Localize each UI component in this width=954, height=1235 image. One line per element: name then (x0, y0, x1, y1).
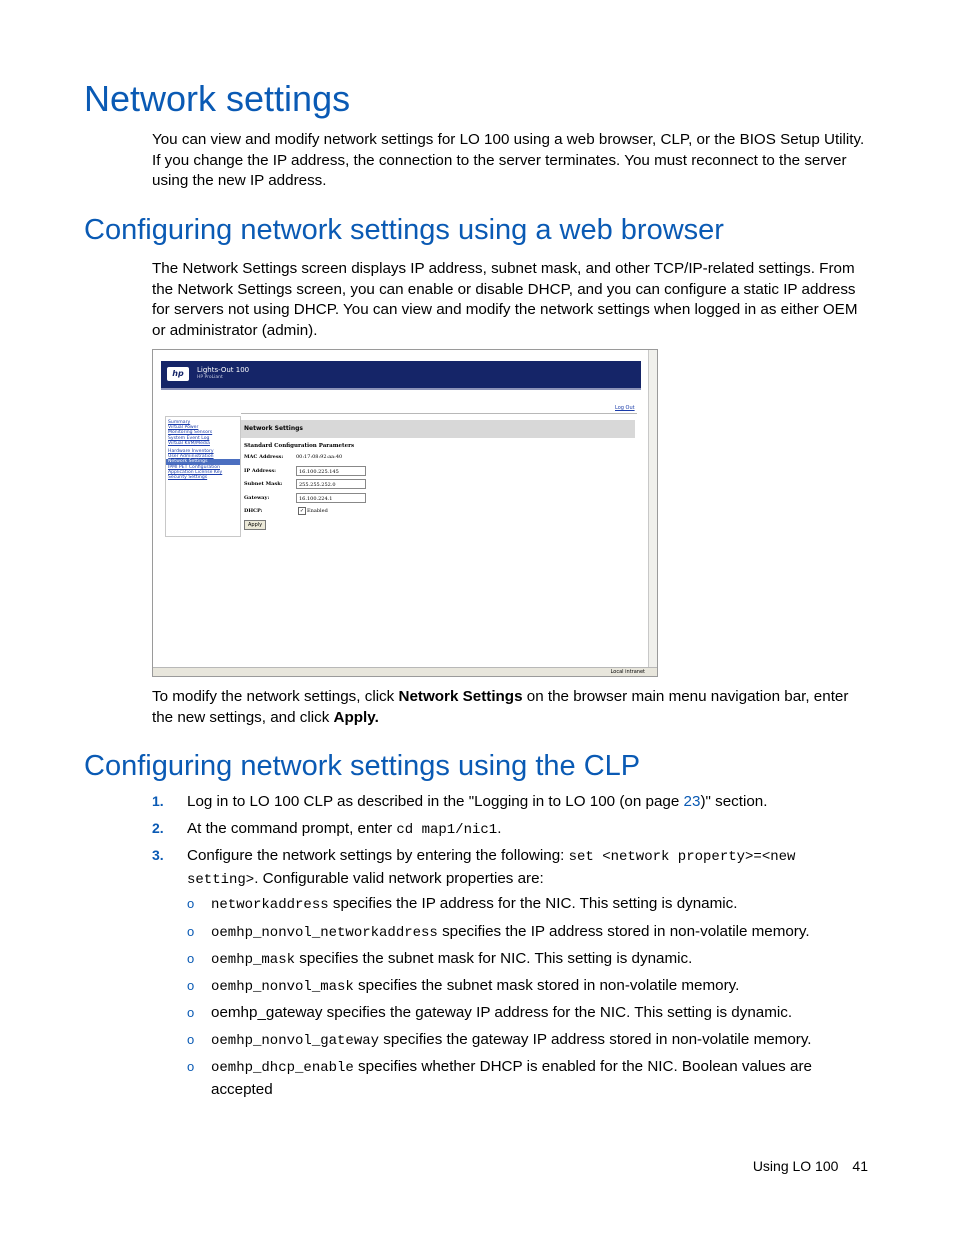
property-item (211, 975, 870, 998)
property-name: oemhp_nonvol_mask (211, 979, 354, 995)
dhcp-checkbox-label: Enabled (307, 508, 328, 515)
command-code: set <network property>=<new setting> (187, 849, 796, 888)
network-settings-form (244, 443, 354, 534)
bullet-glyph: o (187, 951, 195, 966)
product-name (197, 366, 249, 382)
step-text-pre: Log in to LO 100 CLP as described in the "Logging in to LO 100 (on page (187, 793, 684, 810)
nav-item[interactable]: Virtual KVM/Media (168, 440, 210, 446)
nav-item[interactable]: Hardware Inventory (168, 449, 214, 455)
property-desc: specifies whether DHCP is enabled for the NIC. Boolean values are accepted (211, 1058, 812, 1098)
property-name: networkaddress (211, 897, 329, 913)
step-text (187, 791, 870, 812)
property-desc: specifies the gateway IP address stored in non-volatile memory. (379, 1031, 812, 1048)
network-settings-term: Network Settings (398, 688, 523, 705)
apply-instructions-pre: To modify the network settings, click (152, 688, 399, 705)
property-item (211, 948, 870, 971)
property-name: oemhp_dhcp_enable (211, 1060, 354, 1076)
intro-paragraph: You can view and modify network settings for LO 100 using a web browser, CLP, or the BIOS Setup Utility. If you change the IP address, the connection to the server terminates. You must reconnect to the server using the new IP address. (152, 131, 865, 189)
panel-title: Network Settings (244, 425, 303, 432)
bullet-glyph: o (187, 896, 195, 911)
main-menu-nav (165, 416, 241, 537)
bullet-glyph: o (187, 924, 195, 939)
property-item (211, 1029, 870, 1052)
bullet-glyph: o (187, 1032, 195, 1047)
apply-instructions (152, 687, 870, 728)
logout-link[interactable]: Log Out (615, 405, 635, 411)
property-item (211, 1002, 870, 1023)
mac-address-value: 00:17:08:92:aa:40 (296, 454, 343, 460)
bullet-glyph: o (187, 1005, 195, 1020)
property-item (211, 1056, 870, 1100)
divider (241, 413, 637, 414)
nav-item[interactable]: User Administration (168, 454, 214, 460)
page-footer (739, 1158, 868, 1174)
property-item (211, 921, 870, 944)
section-heading-clp: Configuring network settings using the CLP (84, 750, 641, 782)
footer-section: Using LO 100 (752, 1158, 839, 1174)
vertical-scrollbar[interactable] (648, 350, 657, 668)
page-link[interactable]: 23 (683, 793, 701, 810)
property-desc: oemhp_gateway specifies the gateway IP address for the NIC. This setting is dynamic. (211, 1004, 793, 1021)
nav-item[interactable]: Network Settings (166, 459, 240, 464)
bullet-glyph: o (187, 1059, 195, 1074)
step-number: 1. (152, 793, 164, 809)
property-desc: specifies the IP address for the NIC. This setting is dynamic. (328, 895, 738, 912)
ip-address-input[interactable]: 16.100.225.145 (296, 466, 366, 476)
apply-term: Apply. (333, 708, 379, 726)
mac-address-label: MAC Address: (244, 454, 284, 460)
bullet-glyph: o (187, 978, 195, 993)
apply-button[interactable]: Apply (244, 520, 266, 530)
ip-address-label: IP Address: (244, 467, 277, 474)
page-title: Network settings (84, 78, 351, 119)
nav-item[interactable]: IPMI PET Configuration (168, 464, 220, 470)
property-desc: specifies the subnet mask for NIC. This setting is dynamic. (295, 950, 693, 967)
nav-item[interactable]: Monitoring Sensors (168, 430, 213, 436)
network-settings-screenshot (152, 349, 658, 677)
step-number: 3. (152, 847, 164, 863)
dhcp-checkbox[interactable]: ✓ (299, 508, 305, 515)
nav-item[interactable]: Summary (168, 420, 191, 425)
gateway-label: Gateway: (244, 494, 270, 501)
property-item (211, 893, 870, 916)
nav-item[interactable]: Application License Key (168, 469, 223, 475)
property-name: oemhp_mask (211, 952, 296, 968)
nav-item[interactable]: Virtual Power (168, 425, 199, 431)
product-subtitle: HP ProLiant (197, 375, 223, 380)
panel-header (241, 420, 635, 438)
step-number: 2. (152, 820, 164, 836)
property-desc: specifies the IP address stored in non-volatile memory. (437, 923, 810, 940)
step-text (187, 818, 870, 841)
step-text (187, 845, 870, 891)
dhcp-label: DHCP: (244, 508, 263, 515)
page-number: 41 (852, 1158, 868, 1174)
web-section-paragraph: The Network Settings screen displays IP address, subnet mask, and other TCP/IP-related settings. From the Network Settings screen, you can enable or disable DHCP, and you can configure a static IP address for servers not using DHCP. You can view and modify the network settings when logged in as either OEM or administrator (admin). (152, 260, 858, 339)
nav-item[interactable]: System Event Log (168, 435, 210, 441)
step-text-pre: Configure the network settings by entering the following: (187, 847, 569, 864)
step-text-pre: At the command prompt, enter (187, 820, 397, 837)
lights-out-banner (161, 361, 641, 390)
nav-item[interactable]: Security Settings (168, 475, 208, 481)
step-text-post: )" section. (700, 793, 768, 810)
subnet-mask-label: Subnet Mask: (244, 481, 283, 488)
section-heading-web: Configuring network settings using a web browser (84, 214, 724, 246)
property-name: oemhp_nonvol_gateway (211, 1033, 380, 1049)
command-code: cd map1/nic1 (396, 822, 498, 838)
property-name: oemhp_nonvol_networkaddress (211, 925, 438, 941)
subnet-mask-input[interactable]: 255.255.252.0 (296, 479, 366, 489)
status-zone: Local intranet (610, 669, 645, 675)
step-text-post: . (497, 820, 502, 837)
apply-instructions-mid: on the browser main menu navigation bar, enter the new settings, and click (152, 688, 849, 726)
property-desc: specifies the subnet mask stored in non-volatile memory. (353, 977, 740, 994)
gateway-input[interactable]: 16.100.224.1 (296, 493, 366, 503)
form-title: Standard Configuration Parameters (244, 443, 355, 449)
step-text-post: . Configurable valid network properties are: (254, 870, 544, 887)
product-title: Lights-Out 100 (197, 366, 250, 374)
hp-logo: hp (167, 367, 189, 381)
browser-status-bar (153, 667, 657, 676)
